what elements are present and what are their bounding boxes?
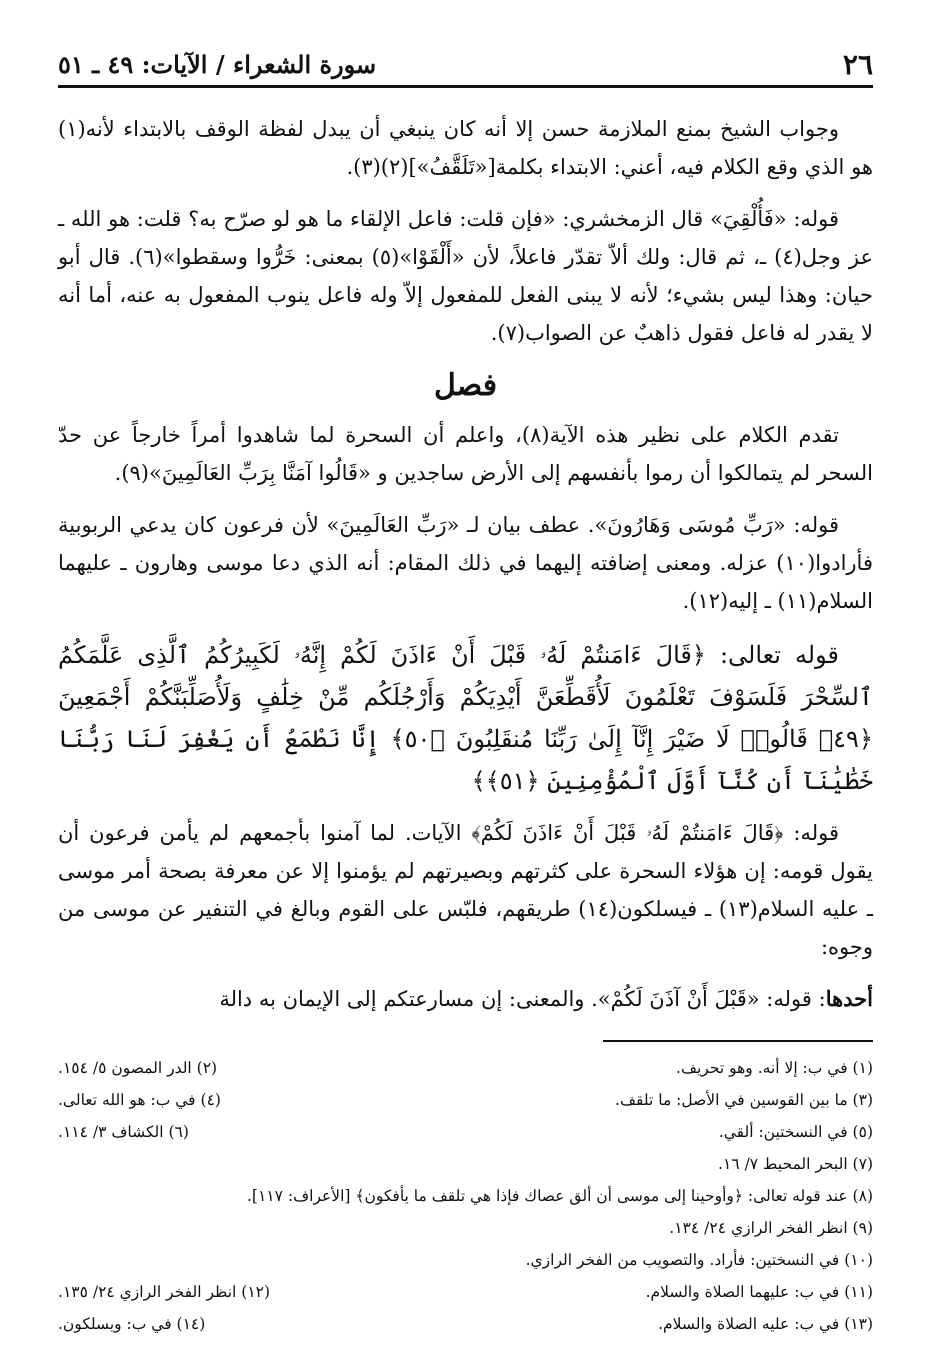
page-number: ٢٦ [842,47,873,81]
header-rule [58,85,873,88]
footnote-9: (٩) انظر الفخر الرازي ٢٤/ ١٣٤. [669,1219,873,1237]
footnote-8: (٨) عند قوله تعالى: ﴿وأوحينا إلى موسى أن ألق عصاك فإذا هي تلقف ما يأفكون﴾ [الأعراف: ١١٧]. [246,1187,873,1205]
footnote-5: (٥) في النسختين: ألقي. [718,1123,873,1141]
footnote-4: (٤) في ب: هو الله تعالى. [58,1091,221,1109]
running-header [58,40,873,88]
page-body [58,88,873,1340]
footnotes-divider [603,1040,873,1042]
footnote-row [58,1084,873,1116]
footnote-row [58,1308,873,1340]
footnote-row [58,1052,873,1084]
footnote-2: (٢) الدر المصون ٥/ ١٥٤. [58,1059,218,1077]
footnote-12: (١٢) انظر الفخر الرازي ٢٤/ ١٣٥. [58,1283,271,1301]
paragraph-1: وجواب الشيخ بمنع الملازمة حسن إلا أنه كان ينبغي أن يبدل لفظة الوقف بالابتداء لأنه(١) هو الذي وقع الكلام فيه، أعني: الابتداء بكلمة[«تَلَقَّفُ»](٢)(٣). [58,117,873,179]
last-paragraph-text: : قوله: «قَبْلَ أَنْ آذَنَ لَكُمْ». والمعنى: إن مسارعتكم إلى الإيمان به دالة [219,987,826,1011]
footnotes [58,1052,873,1340]
footnote-10: (١٠) في النسختين: فأراد. والتصويب من الفخر الرازي. [525,1251,873,1269]
footnote-14: (١٤) في ب: ويسلكون. [58,1315,206,1333]
last-paragraph-lead: أحدها [825,986,873,1011]
footnote-1: (١) في ب: إلا أنه. وهو تحريف. [676,1059,873,1077]
last-paragraph [58,980,873,1018]
section-title: فصل [433,368,498,403]
footnote-3: (٣) ما بين القوسين في الأصل: ما تلقف. [615,1091,873,1109]
footnote-row [58,1276,873,1308]
quran-verse-block: قوله تعالى: ﴿قَالَ ءَامَنتُمْ لَهُۥ قَبْلَ أَنْ ءَاذَنَ لَكُمْ إِنَّهُۥ لَكَبِيرُكُمُ ٱلَّذِى عَلَّمَكُمُ ٱلسِّحْرَ فَلَسَوْفَ تَعْلَمُونَ لَأُقَطِّعَنَّ أَيْدِيَكُمْ وَأَرْجُلَكُم مِّنْ خِلَٰفٍ وَلَأُصَلِّبَنَّكُمْ أَجْمَعِينَ ﴿٤٩﴾ قَالُوا۟ لَا ضَيْرَ إِنَّآ إِلَىٰ رَبِّنَا مُنقَلِبُونَ ﴿٥٠﴾ إِنَّا نَطْمَعُ أَن يَغْفِرَ لَنَا رَبُّنَا خَطَٰيَٰنَآ أَن كُنَّآ أَوَّلَ ٱلْمُؤْمِنِينَ ﴿٥١﴾﴾ [58,641,873,795]
footnote-6: (٦) الكشاف ٣/ ١١٤. [58,1123,189,1141]
header-title: سورة الشعراء / الآيات: ٤٩ ـ ٥١ [58,49,377,79]
section-paragraph-1: تقدم الكلام على نظير هذه الآية(٨)، واعلم أن السحرة لما شاهدوا أمراً خارجاً عن حدّ السحر لم يتمالكوا أن رموا بأنفسهم إلى الأرض ساجدين و «قَالُوا آمَنَّا بِرَبِّ العَالَمِينَ»(٩). [58,423,873,485]
page [58,40,873,1335]
footnote-7: (٧) البحر المحيط ٧/ ١٦. [718,1155,873,1173]
footnote-11: (١١) في ب: عليهما الصلاة والسلام. [645,1283,873,1301]
footnote-13: (١٣) في ب: عليه الصلاة والسلام. [658,1315,873,1333]
paragraph-2: قوله: «فَأُلْقِيَ» قال الزمخشري: «فإن قلت: فاعل الإلقاء ما هو لو صرّح به؟ قلت: هو الله ـ عز وجل(٤) ـ، ثم قال: ولك ألاّ تقدّر فاعلاً، لأن «أَلْقَوْا»(٥) بمعنى: خَرُّوا وسقطوا»(٦). قال أبو حيان: وهذا ليس بشيء؛ لأنه لا يبنى الفعل للمفعول إلاّ وله فاعل ينوب المفعول به عنه، أما أنه لا يقدر له فاعل فقول ذاهبٌ عن الصواب(٧). [58,207,874,345]
footnote-row [58,1116,873,1148]
section-paragraph-2: قوله: «رَبِّ مُوسَى وَهَارُونَ». عطف بيان لـ «رَبِّ العَالَمِينَ» لأن فرعون كان يدعي الربوبية فأرادوا(١٠) عزله. ومعنى إضافته إليهما في ذلك المقام: أنه الذي دعا موسى وهارون ـ عليهما السلام(١١) ـ إليه(١٢). [58,513,873,613]
commentary-paragraph: قوله: ﴿قَالَ ءَامَنتُمْ لَهُۥ قَبْلَ أَنْ ءَاذَنَ لَكُمْ﴾ الآيات. لما آمنوا بأجمعهم لم يأمن فرعون أن يقول قومه: إن هؤلاء السحرة على كثرتهم وبصيرتهم لم يؤمنوا إلا عن معرفة بصحة أمر موسى ـ عليه السلام(١٣) ـ فيسلكون(١٤) طريقهم، فلبّس على القوم وبالغ في التنفير عن موسى من وجوه: [58,821,873,959]
